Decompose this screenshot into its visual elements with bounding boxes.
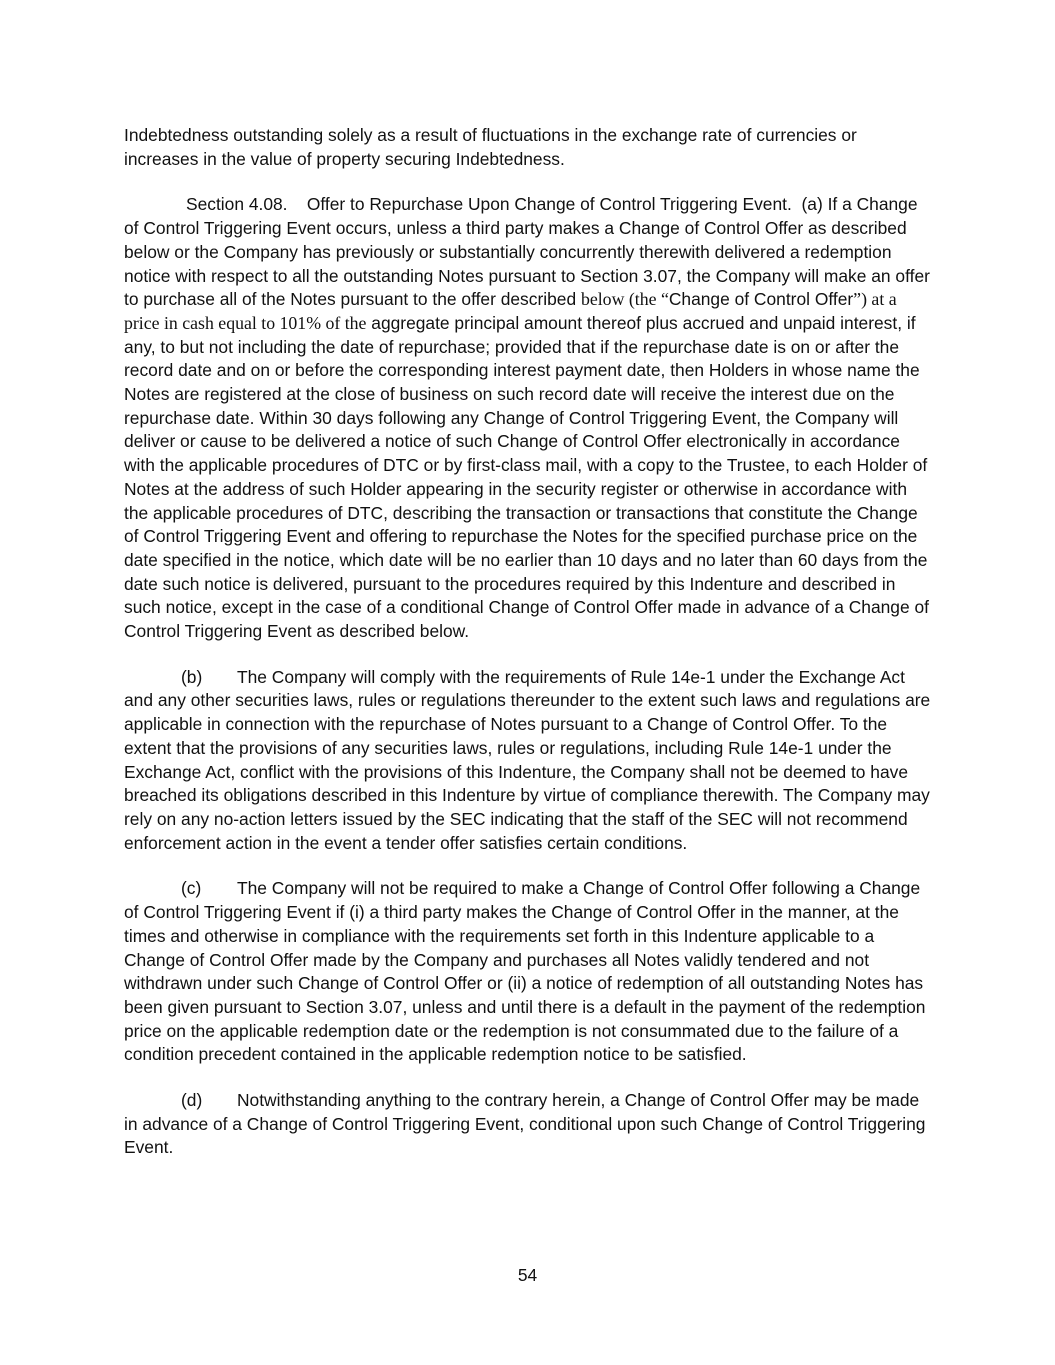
paragraph-d (124, 1089, 934, 1160)
paragraph-d-label: (d) (181, 1090, 203, 1111)
paragraph-c (124, 877, 934, 1067)
defined-term: Change of Control Offer (668, 289, 854, 310)
paragraph-continuation: Indebtedness outstanding solely as a result of fluctuations in the exchange rate of currencies or increases in the value of property securing Indebtedness. (124, 125, 857, 169)
paragraph-a-text-1: (a) If a Change of Control Triggering Event occurs, unless a third party makes a Change of Control Offer as described below or the Company has previously or substantially concurrently therewith delivered a redemption notice with respect to all the outstanding Notes pursuant to Section 3.07, the Company will make an offer to purchase all of the Notes pursuant to the offer described (124, 194, 930, 310)
page-number: 54 (517, 1265, 538, 1285)
section-number: Section 4.08. (186, 194, 288, 215)
paragraph-c-label: (c) (181, 878, 202, 899)
section-4-08-paragraph-a (124, 193, 934, 643)
paragraph-d-text: Notwithstanding anything to the contrary herein, a Change of Control Offer may be made in advance of a Change of Control Triggering Event, conditional upon such Change of Control Triggering Event. (124, 1090, 926, 1158)
paragraph-b-label: (b) (181, 666, 203, 687)
paragraph-a-serif-2: ”) at a price in cash equal to 101% of the (124, 289, 897, 333)
section-title: Offer to Repurchase Upon Change of Control Triggering Event. (306, 194, 792, 215)
paragraph-b (124, 666, 934, 856)
paragraph-c-text: The Company will not be required to make a Change of Control Offer following a Change of Control Triggering Event if (i) a third party makes the Change of Control Offer in the manner, at the times and otherwise in compliance with the requirements set forth in this Indenture applicable to a Change of Control Offer made by the Company and purchases all Notes validly tendered and not withdrawn under such Change of Control Offer or (ii) a notice of redemption of all outstanding Notes has been given pursuant to Section 3.07, unless and until there is a default in the payment of the redemption price on the applicable redemption date or the redemption is not consummated due to the failure of a condition precedent contained in the applicable redemption notice to be satisfied. (124, 878, 926, 1065)
document-body (124, 124, 934, 1160)
paragraph-a-text-2: aggregate principal amount thereof plus accrued and unpaid interest, if any, to but not including the date of repurchase; provided that if the repurchase date is on or after the record date and on or before the corresponding interest payment date, then Holders in whose name the Notes are registered at the close of business on such record date will receive the interest due on the repurchase date. Within 30 days following any Change of Control Triggering Event, the Company will deliver or cause to be delivered a notice of such Change of Control Offer electronically in accordance with the applicable procedures of DTC or by first-class mail, with a copy to the Trustee, to each Holder of Notes at the address of such Holder appearing in the security register or otherwise in accordance with the applicable procedures of DTC, describing the transaction or transactions that constitute the Change of Control Triggering Event and offering to repurchase the Notes for the specified purchase price on the date specified in the notice, which date will be no earlier than 10 days and no later than 60 days from the date such notice is delivered, pursuant to the procedures required by this Indenture and described in such notice, except in the case of a conditional Change of Control Offer made in advance of a Change of Control Triggering Event as described below. (124, 312, 929, 642)
paragraph-b-text: The Company will comply with the requirements of Rule 14e-1 under the Exchange Act and any other securities laws, rules or regulations thereunder to the extent such laws and regulations are applicable in connection with the repurchase of Notes pursuant to a Change of Control Offer. To the extent that the provisions of any securities laws, rules or regulations, including Rule 14e-1 under the Exchange Act, conflict with the provisions of this Indenture, the Company shall not be deemed to have breached its obligations described in this Indenture by virtue of compliance therewith. The Company may rely on any no-action letters issued by the SEC indicating that the staff of the SEC will not recommend enforcement action in the event a tender offer satisfies certain conditions. (124, 666, 931, 853)
paragraph-a-serif-1: below (the “ (580, 289, 669, 310)
